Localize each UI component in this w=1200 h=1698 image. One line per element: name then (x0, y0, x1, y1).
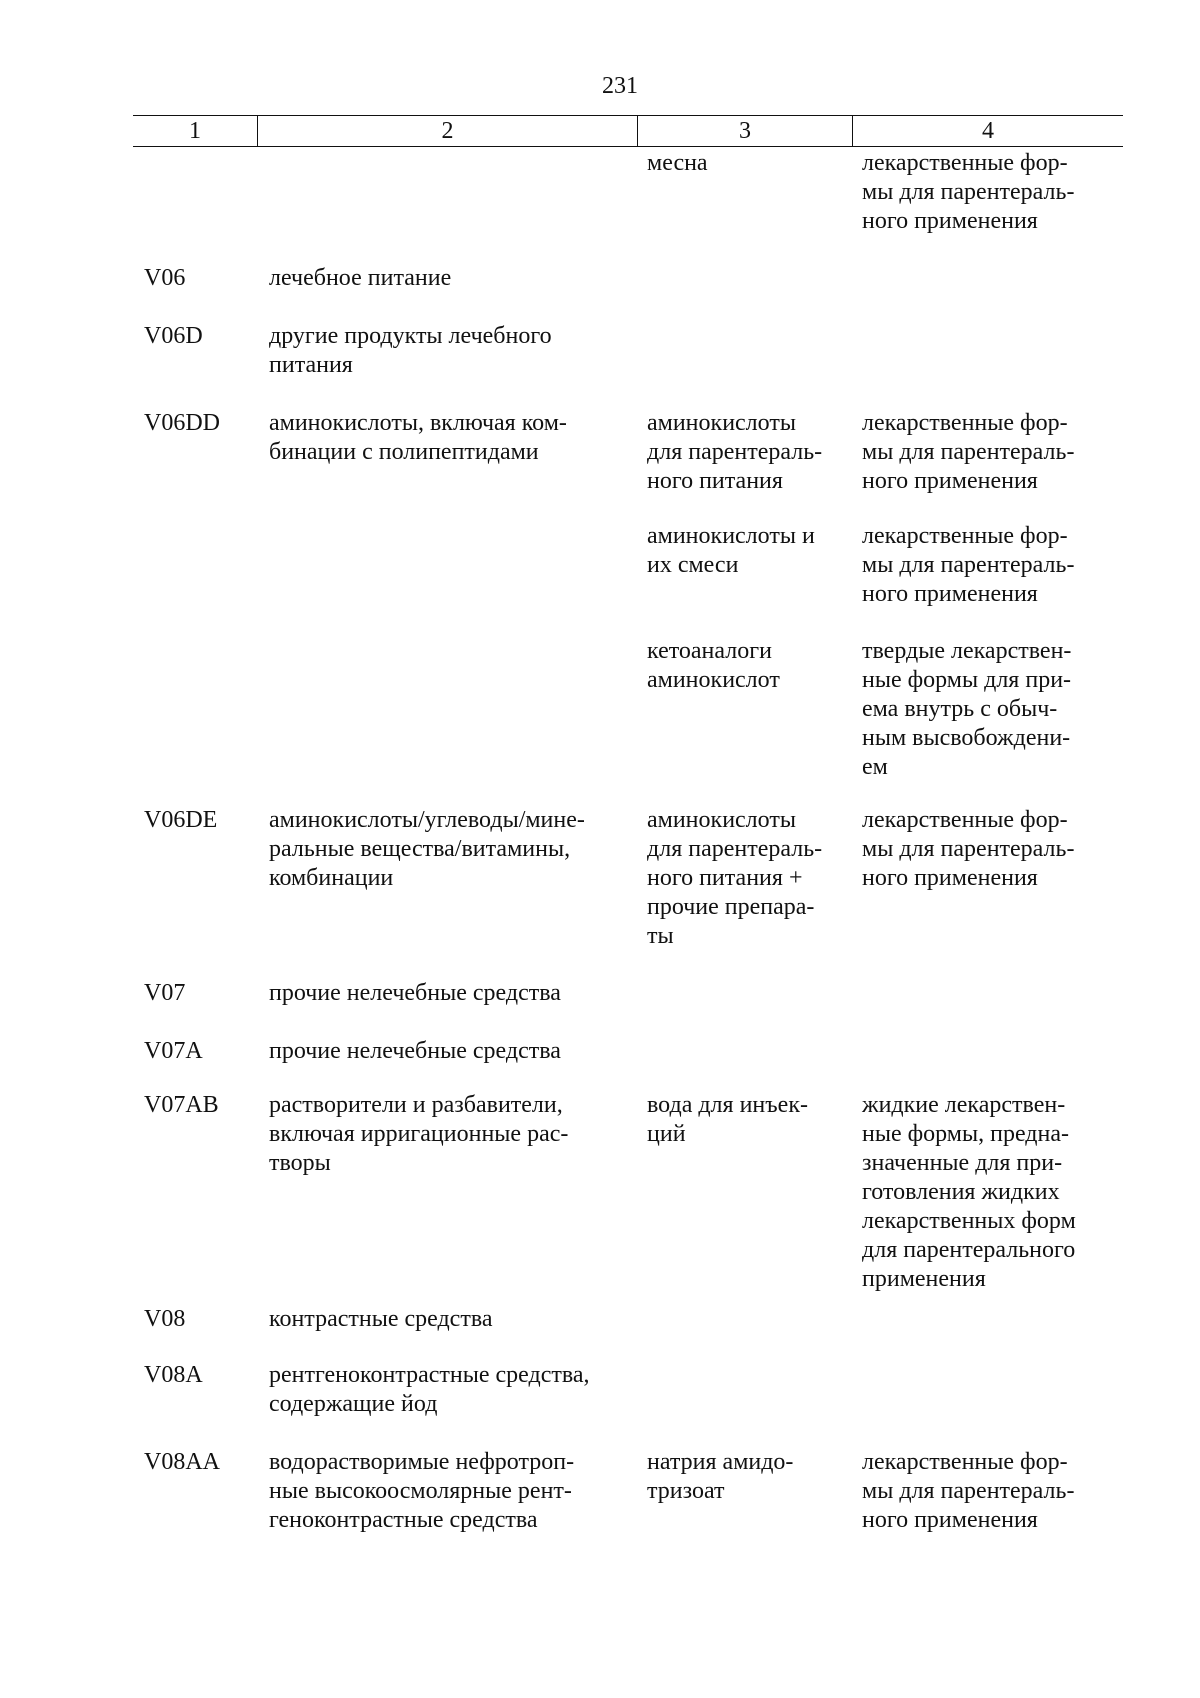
header-col-3: 3 (638, 116, 853, 146)
code-cell: V07AB (144, 1092, 219, 1118)
substance-cell: натрия амидо- тризоат (647, 1449, 794, 1504)
substance-cell: кетоаналоги аминокислот (647, 638, 780, 693)
form-cell: лекарственные фор- мы для парентераль- ного применения (862, 410, 1075, 494)
name-cell: другие продукты лечебного питания (269, 323, 552, 378)
substance-cell: вода для инъек- ций (647, 1092, 808, 1147)
table-header (133, 115, 1123, 147)
name-cell: аминокислоты/углеводы/мине- ральные вещества/витамины, комбинации (269, 807, 585, 891)
header-col-1: 1 (133, 116, 258, 146)
substance-cell: аминокислоты и их смеси (647, 523, 815, 578)
code-cell: V06DE (144, 807, 218, 833)
name-cell: прочие нелечебные средства (269, 980, 561, 1006)
code-cell: V07 (144, 980, 186, 1006)
name-cell: лечебное питание (269, 265, 452, 291)
form-cell: твердые лекарствен- ные формы для при- ема внутрь с обыч- ным высвобождени- ем (862, 638, 1072, 780)
header-col-2: 2 (258, 116, 638, 146)
code-cell: V07A (144, 1038, 203, 1064)
code-cell: V06 (144, 265, 186, 291)
code-cell: V08AA (144, 1449, 220, 1475)
form-cell: лекарственные фор- мы для парентераль- ного применения (862, 1449, 1075, 1533)
code-cell: V08A (144, 1362, 203, 1388)
substance-cell: аминокислоты для парентераль- ного питания + прочие препара- ты (647, 807, 823, 949)
form-cell: лекарственные фор- мы для парентераль- ного применения (862, 807, 1075, 891)
code-cell: V06DD (144, 410, 220, 436)
code-cell: V08 (144, 1306, 186, 1332)
code-cell: V06D (144, 323, 203, 349)
name-cell: аминокислоты, включая ком- бинации с полипептидами (269, 410, 567, 465)
substance-cell: аминокислоты для парентераль- ного питания (647, 410, 823, 494)
form-cell: жидкие лекарствен- ные формы, предна- значенные для при- готовления жидких лекарственных форм для парентерального применения (862, 1092, 1076, 1292)
page-number: 231 (602, 73, 638, 99)
name-cell: водорастворимые нефротроп- ные высокоосмолярные рент- геноконтрастные средства (269, 1449, 575, 1533)
name-cell: рентгеноконтрастные средства, содержащие йод (269, 1362, 590, 1417)
name-cell: растворители и разбавители, включая ирригационные рас- творы (269, 1092, 569, 1176)
header-col-4: 4 (982, 118, 994, 144)
form-cell: лекарственные фор- мы для парентераль- ного применения (862, 150, 1075, 234)
name-cell: контрастные средства (269, 1306, 493, 1332)
name-cell: прочие нелечебные средства (269, 1038, 561, 1064)
substance-cell: месна (647, 150, 708, 176)
form-cell: лекарственные фор- мы для парентераль- ного применения (862, 523, 1075, 607)
